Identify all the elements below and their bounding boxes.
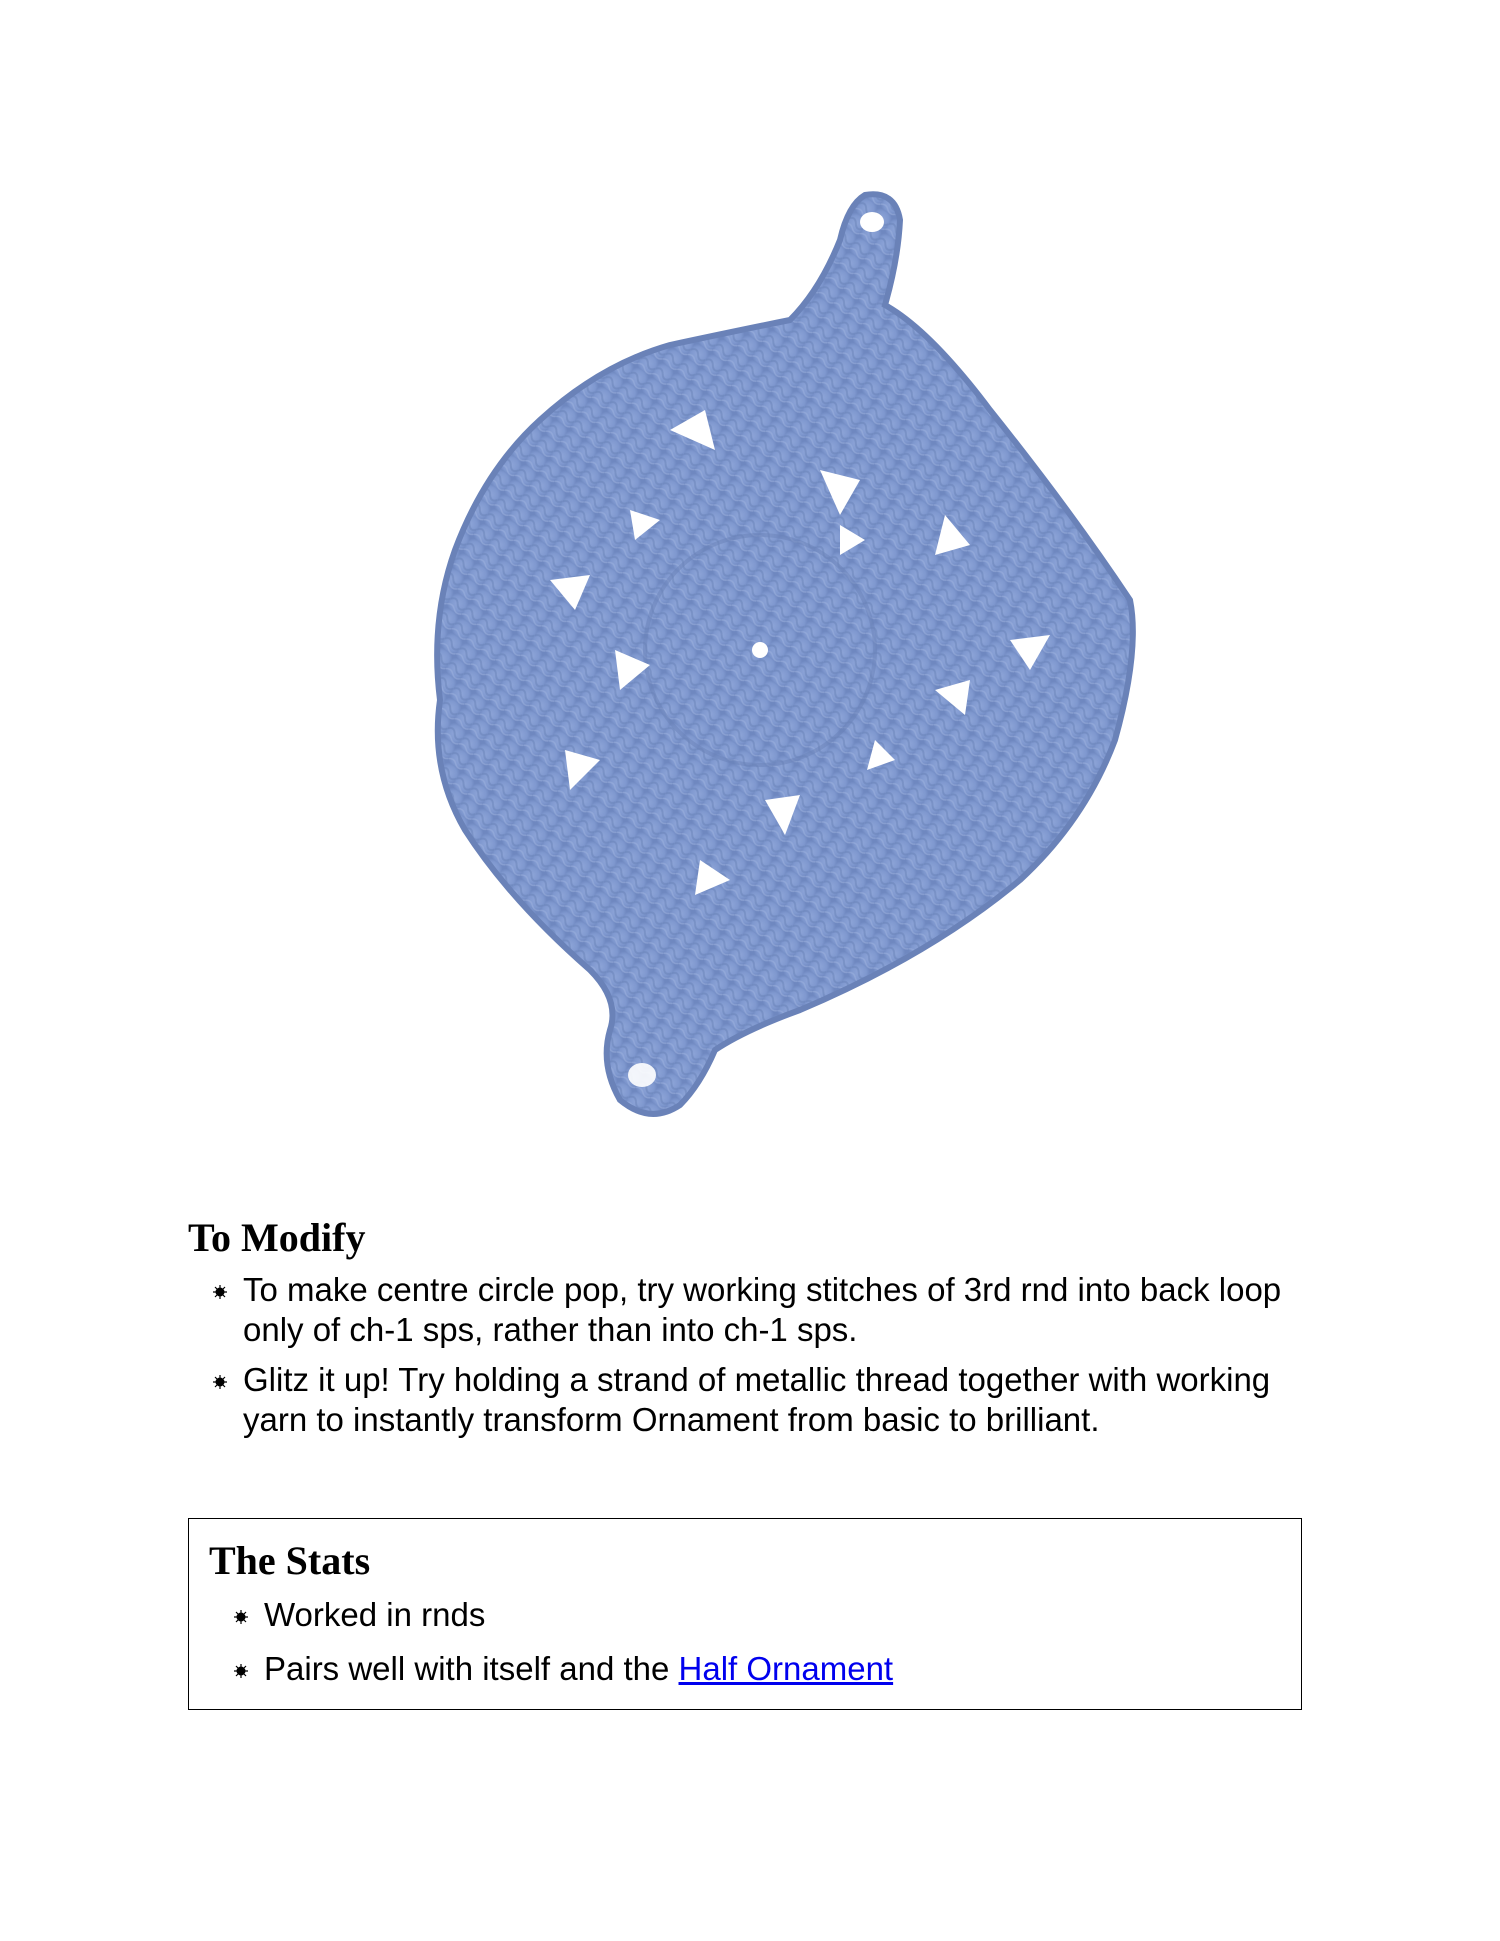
starburst-bullet-icon (213, 1285, 227, 1299)
crochet-ornament-image (370, 180, 1150, 1160)
half-ornament-link[interactable]: Half Ornament (678, 1650, 894, 1687)
list-item (264, 1649, 1301, 1689)
starburst-bullet-icon (213, 1375, 227, 1389)
starburst-bullet-icon (234, 1610, 248, 1624)
list-item-text: To make centre circle pop, try working stitches of 3rd rnd into back loop only of ch-1 sps, rather than into ch-1 sps. (243, 1271, 1282, 1348)
list-item-text: Worked in rnds (264, 1596, 486, 1633)
list-item (243, 1360, 1318, 1440)
list-item (243, 1270, 1318, 1350)
stats-heading: The Stats (209, 1538, 371, 1583)
to-modify-heading: To Modify (188, 1215, 366, 1260)
list-item-text: Pairs well with itself and the (264, 1650, 679, 1687)
to-modify-list (188, 1270, 1318, 1440)
starburst-bullet-icon (234, 1664, 248, 1678)
stats-list (209, 1595, 1301, 1689)
to-modify-section (188, 1216, 1318, 1450)
list-item-text: Glitz it up! Try holding a strand of metallic thread together with working yarn to instantly transform Ornament from basic to brilliant. (243, 1361, 1271, 1438)
list-item (264, 1595, 1301, 1635)
stats-box (188, 1518, 1302, 1710)
